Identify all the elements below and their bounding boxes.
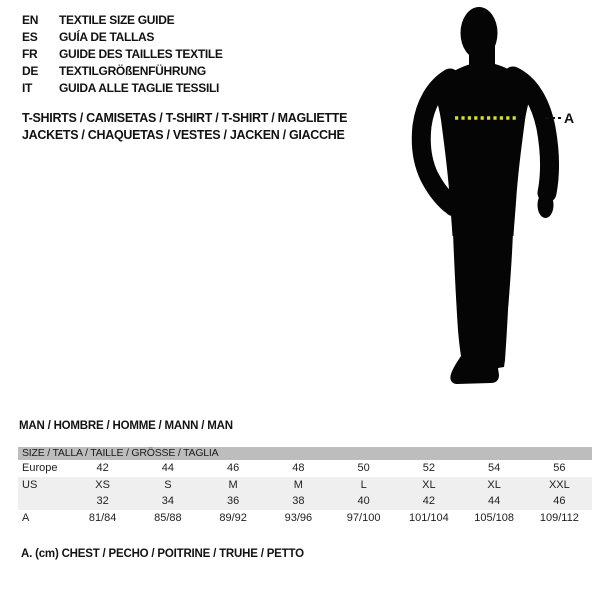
table-row-us — [18, 477, 592, 494]
size-table — [18, 447, 592, 526]
row-label — [18, 493, 70, 510]
man-silhouette — [395, 0, 600, 400]
language-code: FR — [22, 46, 38, 61]
language-list — [22, 11, 223, 96]
table-row-us-numeric — [18, 493, 592, 510]
language-label: GUIDA ALLE TAGLIE TESSILI — [59, 80, 220, 95]
table-cell: 38 — [292, 495, 305, 507]
table-cell: L — [360, 478, 367, 491]
category-lines — [22, 110, 347, 144]
language-row — [22, 79, 223, 96]
category-line-tshirts: T-SHIRTS / CAMISETAS / T-SHIRT / T-SHIRT / MAGLIETTE — [22, 111, 348, 125]
language-label: GUÍA DE TALLAS — [59, 29, 155, 44]
table-cell: 44 — [161, 462, 174, 474]
table-cell: 54 — [488, 462, 501, 474]
table-cell: 56 — [553, 462, 566, 474]
table-row-chest-a — [18, 510, 592, 527]
language-code: IT — [22, 80, 33, 95]
table-cell: 48 — [292, 462, 305, 474]
measurement-footnote: A. (cm) CHEST / PECHO / POITRINE / TRUHE / PETTO — [21, 548, 304, 560]
language-code: EN — [22, 12, 39, 27]
section-title: MAN / HOMBRE / HOMME / MANN / MAN — [19, 420, 233, 432]
table-cell: 89/92 — [219, 511, 247, 524]
language-row — [22, 62, 223, 79]
table-cell: 46 — [553, 495, 566, 507]
category-line-jackets: JACKETS / CHAQUETAS / VESTES / JACKEN / GIACCHE — [22, 128, 345, 142]
row-label: Europe — [22, 462, 58, 474]
table-cell: 46 — [227, 462, 240, 474]
table-cell: 50 — [357, 462, 370, 474]
table-cell: 44 — [488, 495, 501, 507]
table-cell: XXL — [548, 478, 570, 491]
table-cell: 93/96 — [284, 511, 313, 524]
table-cell: 85/88 — [154, 511, 182, 524]
silhouette-legs — [450, 232, 513, 384]
table-cell: M — [228, 478, 238, 491]
table-cell: 40 — [357, 495, 370, 507]
table-cell: 109/112 — [539, 511, 579, 524]
language-code: DE — [22, 63, 39, 78]
table-cell: 52 — [422, 462, 435, 474]
measure-label-a: A — [564, 110, 575, 126]
table-cell: 42 — [422, 495, 435, 507]
size-table-header: SIZE / TALLA / TAILLE / GRÖSSE / TAGLIA — [18, 447, 592, 460]
language-label: GUIDE DES TAILLES TEXTILE — [59, 46, 223, 61]
table-cell: 32 — [96, 495, 109, 507]
table-cell: 36 — [227, 495, 240, 507]
language-row — [22, 11, 223, 28]
table-cell: M — [293, 478, 303, 491]
table-cell: 42 — [96, 462, 109, 474]
language-row — [22, 28, 223, 45]
man-silhouette-figure — [395, 0, 600, 400]
table-cell: 101/104 — [408, 511, 449, 524]
table-cell: XS — [95, 478, 110, 491]
language-label: TEXTILGRÖßENFÜHRUNG — [59, 63, 206, 78]
table-cell: 34 — [161, 495, 174, 507]
table-cell: 81/84 — [88, 511, 117, 524]
table-cell: 105/108 — [474, 511, 514, 524]
table-cell: S — [164, 478, 172, 491]
table-cell: XL — [487, 478, 501, 491]
table-cell: 97/100 — [346, 511, 381, 524]
language-label: TEXTILE SIZE GUIDE — [59, 12, 175, 27]
language-row — [22, 45, 223, 62]
row-label: US — [22, 478, 38, 491]
language-code: ES — [22, 29, 38, 44]
row-label: A — [22, 511, 30, 524]
table-row-europe — [18, 460, 592, 477]
table-cell: XL — [422, 478, 436, 491]
